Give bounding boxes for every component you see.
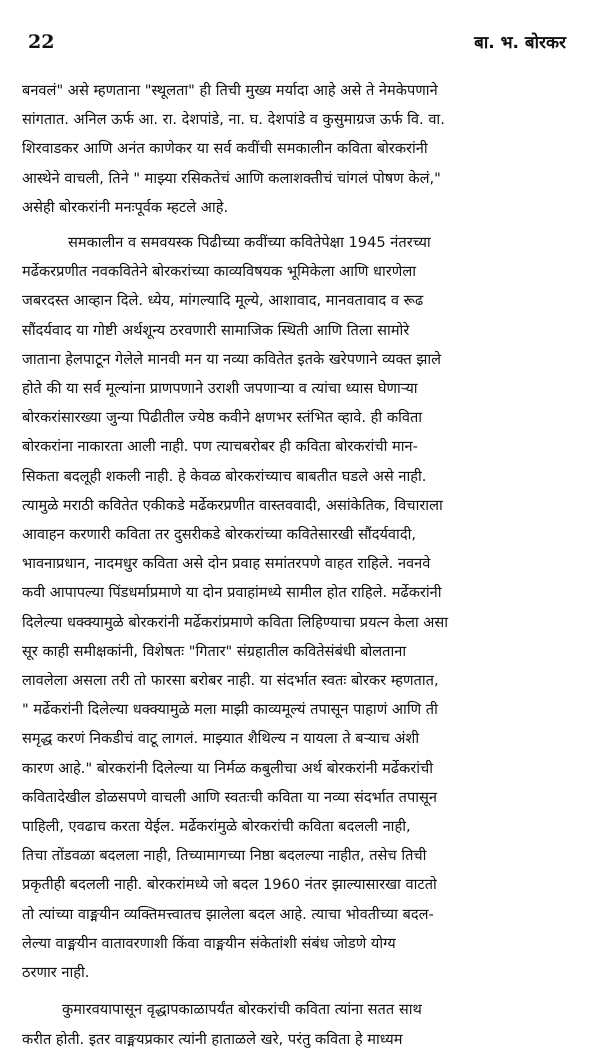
text-line: लावलेला असला तरी तो फारसा बरोबर नाही. या संदर्भात स्वतः बोरकर म्हणतात,	[22, 672, 439, 690]
text-line: बोरकरांना नाकारता आली नाही. पण त्याचबरोबर ही कविता बोरकरांची मान-	[22, 438, 418, 456]
text-line: मर्ढेकरप्रणीत नवकवितेने बोरकरांच्या काव्यविषयक भूमिकेला आणि धारणेला	[22, 263, 416, 281]
text-line: करीत होती. इतर वाङ्मयप्रकार त्यांनी हाताळले खरे, परंतु कविता हे माध्यम	[22, 1030, 403, 1048]
text-line: होते की या सर्व मूल्यांना प्राणपणाने उराशी जपणाऱ्या व त्यांचा ध्यास घेणाऱ्या	[22, 380, 418, 398]
page-number: 22	[28, 31, 55, 53]
text-line: बनवलं" असे म्हणताना "स्थूलता" ही तिची मुख्य मर्यादा आहे असे ते नेमकेपणाने	[22, 82, 438, 99]
text-line: असेही बोरकरांनी मनःपूर्वक म्हटले आहे.	[22, 198, 229, 216]
running-head: बा. भ. बोरकर	[474, 33, 566, 53]
text-line: समकालीन व समवयस्क पिढीच्या कवींच्या कवितेपेक्षा 1945 नंतरच्या	[68, 234, 431, 252]
text-line: पाहिली, एवढाच करता येईल. मर्ढेकरांमुळे बोरकरांची कविता बदलली नाही,	[22, 818, 411, 836]
text-line: तिचा तोंडवळा बदलला नाही, तिच्यामागच्या निष्ठा बदलल्या नाहीत, तसेच तिची	[22, 847, 427, 865]
text-line: कुमारवयापासून वृद्धापकाळापर्यंत बोरकरांची कविता त्यांना सतत साथ	[62, 1001, 422, 1019]
text-line: शिरवाडकर आणि अनंत काणेकर या सर्व कवींची समकालीन कविता बोरकरांनी	[22, 140, 428, 158]
text-line: जाताना हेलपाटून गेलेले मानवी मन या नव्या कवितेत इतके खरेपणाने व्यक्त झाले	[22, 350, 442, 368]
text-line: समृद्ध करणं निकडीचं वाटू लागलं. माझ्यात शैथिल्य न यायला ते बऱ्याच अंशी	[22, 730, 420, 748]
text-line: ठरणार नाही.	[22, 964, 90, 982]
text-line: त्यामुळे मराठी कवितेत एकीकडे मर्ढेकरप्रणीत वास्तववादी, असांकेतिक, विचाराला	[22, 496, 443, 514]
text-line: दिलेल्या धक्क्यामुळे बोरकरांनी मर्ढेकरांप्रमाणे कविता लिहिण्याचा प्रयत्न केला असा	[22, 613, 449, 631]
text-line: " मर्ढेकरांनी दिलेल्या धक्क्यामुळे मला माझी काव्यमूल्यं तपासून पाहाणं आणि ती	[22, 701, 438, 719]
text-line: भावनाप्रधान, नादमधुर कविता असे दोन प्रवाह समांतरपणे वाहत राहिले. नवनवे	[22, 555, 431, 573]
text-line: आस्थेने वाचली, तिने " माझ्या रसिकतेचं आणि कलाशक्तीचं चांगलं पोषण केलं,"	[22, 169, 441, 187]
text-line: कवी आपापल्या पिंडधर्माप्रमाणे या दोन प्रवाहांमध्ये सामील होत राहिले. मर्ढेकरांनी	[22, 584, 442, 602]
text-line: सूर काही समीक्षकांनी, विशेषतः "गितार" संग्रहातील कवितेसंबंधी बोलताना	[22, 642, 407, 660]
text-line: सौंदर्यवाद या गोष्टी अर्थशून्य ठरवणारी सामाजिक स्थिती आणि तिला सामोरे	[22, 321, 410, 339]
paragraph-2	[22, 228, 578, 987]
text-line: तो त्यांच्या वाङ्मयीन व्यक्तिमत्त्वातच झालेला बदल आहे. त्याचा भोवतीच्या बदल-	[22, 905, 434, 923]
text-line: सांगतात. अनिल ऊर्फ आ. रा. देशपांडे, ना. घ. देशपांडे व कुसुमाग्रज ऊर्फ वि. वा.	[22, 111, 445, 129]
text-line: बोरकरांसारख्या जुन्या पिढीतील ज्येष्ठ कवीने क्षणभर स्तंभित व्हावे. ही कविता	[22, 409, 423, 427]
text-line: आवाहन करणारी कविता तर दुसरीकडे बोरकरांच्या कवितेसारखी सौंदर्यवादी,	[22, 526, 416, 544]
text-line: प्रकृतीही बदलली नाही. बोरकरांमध्ये जो बदल 1960 नंतर झाल्यासारखा वाटतो	[22, 876, 437, 894]
text-line: कवितादेखील डोळसपणे वाचली आणि स्वतःची कविता या नव्या संदर्भात तपासून	[22, 788, 437, 806]
paragraph-3	[22, 995, 578, 1053]
text-line: कारण आहे." बोरकरांनी दिलेल्या या निर्मळ कबुलीचा अर्थ बोरकरांनी मर्ढेकरांची	[22, 759, 434, 777]
text-line: सिकता बदलूही शकली नाही. हे केवळ बोरकरांच्याच बाबतीत घडले असे नाही.	[22, 467, 427, 485]
text-line: जबरदस्त आव्हान दिले. ध्येय, मांगल्यादि मूल्ये, आशावाद, मानवतावाद व रूढ	[22, 292, 424, 310]
text-line: लेल्या वाङ्मयीन वातावरणाशी किंवा वाङ्मयीन संकेतांशी संबंध जोडणे योग्य	[22, 934, 396, 952]
paragraph-1	[22, 76, 578, 222]
page-header	[22, 30, 578, 70]
